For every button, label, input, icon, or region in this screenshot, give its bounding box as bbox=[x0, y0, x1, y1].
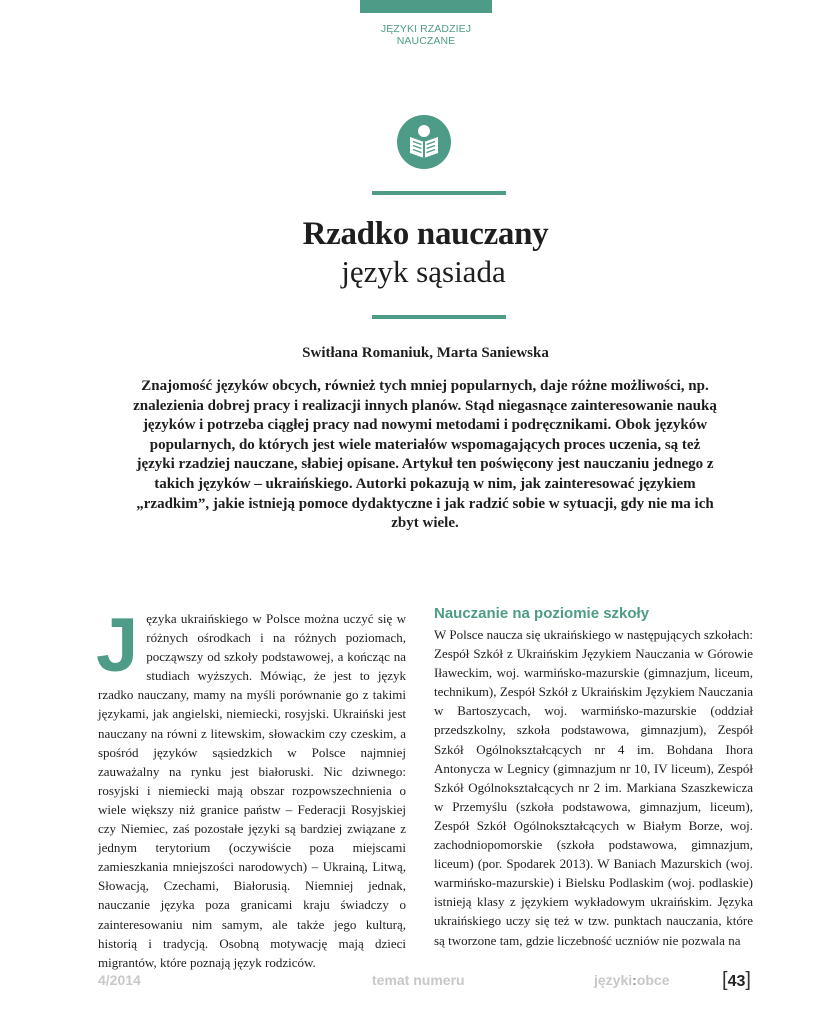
article-authors: Switłana Romaniuk, Marta Saniewska bbox=[302, 345, 549, 361]
section-tab bbox=[360, 0, 492, 52]
page-bracket-open: [ bbox=[722, 969, 728, 991]
footer-issue: 4/2014 bbox=[98, 972, 141, 988]
article-title: Rzadko nauczany bbox=[302, 216, 549, 252]
left-column bbox=[96, 603, 406, 972]
reading-person-icon bbox=[397, 115, 451, 169]
footer-page bbox=[722, 970, 751, 992]
title-top-rule bbox=[372, 191, 506, 195]
section-tab-label: JĘZYKI RZADZIEJ NAUCZANE bbox=[380, 23, 472, 47]
footer-section: temat numeru bbox=[372, 972, 465, 988]
page-bracket-close: ] bbox=[745, 969, 751, 991]
article-lead: Znajomość języków obcych, również tych mniej popularnych, daje różne możliwości, np. znalezienia dobrej pracy i realizacji innych planów. Stąd niegasnące zainteresowanie nauką języków i potrzeba ciągłej pracy nad nowymi metodami i podręcznikami. Obok języków popularnych, do których jest wiele materiałów wspomagających proces uczenia, są też języki rzadziej nauczane, słabiej opisane. Artykuł ten poświęcony jest nauczaniu jednego z takich języków – ukraińskiego. Autorki pokazują w nim, jak zainteresować językiem „rzadkim”, jakie istnieją pomoce dydaktyczne i jak radzić sobie w sytuacji, gdy nie ma ich zbyt wiele. bbox=[133, 378, 717, 532]
article-subtitle: język sąsiada bbox=[341, 254, 506, 289]
section-heading: Nauczanie na poziomie szkoły bbox=[434, 605, 650, 622]
footer-magazine-separator: : bbox=[632, 972, 637, 988]
footer-magazine-right: obce bbox=[636, 972, 670, 988]
footer-magazine-left: języki bbox=[594, 972, 633, 988]
page-number: 43 bbox=[727, 973, 746, 990]
footer-magazine bbox=[594, 970, 670, 990]
left-column-text: ęzyka ukraińskiego w Polsce można uczyć się w różnych ośrodkach i na różnych poziomach, począwszy od szkoły podstawowej, a kończąc na studiach wyższych. Mówiąc, że jest to język rzadko nauczany, mamy na myśli porównanie go z takimi językami, jak angielski, niemiecki, rosyjski. Ukraiński jest nauczany na równi z litewskim, słowackim czy czeskim, a spośród języków sąsiedzkich w Polsce najmniej zauważalny na rynku jest białoruski. Nic dziwnego: rosyjski i niemiecki mają obszar rozpowszechnienia o wiele większy niż granice państw – Federacji Rosyjskiej czy Niemiec, zaś pozostałe języki są bardziej związane z jednym terytorium (oczywiście poza miejscami zamieszkania mniejszości narodowych) – Ukrainą, Litwą, Słowacją, Czechami, Białorusią. Niemniej jednak, nauczanie języka poza granicami kraju świadczy o zainteresowaniu nim samym, ale także jego kulturą, historią i tradycją. Osobną motywację mają dzieci migrantów, które poznają język rodziców. bbox=[98, 611, 406, 970]
right-column-text: W Polsce naucza się ukraińskiego w następujących szkołach: Zespół Szkół z Ukraińskim Językiem Nauczania w Górowie Iławeckim, woj. warmińsko-mazurskie (gimnazjum, liceum, technikum), Zespół Szkół z Ukraińskim Językiem Nauczania w Bartoszycach, woj. warmińsko-mazurskie (oddział przedszkolny, szkoła podstawowa, gimnazjum), Zespół Szkół Ogólnokształcących nr 4 im. Bohdana Ihora Antonycza w Legnicy (gimnazjum nr 10, IV liceum), Zespół Szkół Ogólnokształcących nr 2 im. Markiana Szaszkewicza w Przemyślu (szkoła podstawowa, gimnazjum, liceum), Zespół Szkół Ogólnokształcących w Białym Borze, woj. zachodniopomorskie (szkoła podstawowa, gimnazjum, liceum) (por. Spodarek 2013). W Baniach Mazurskich (woj. warmińsko-mazurskie) i Bielsku Podlaskim (woj. podlaskie) istnieją klasy z językiem wykładowym ukraińskim. Języka ukraińskiego uczy się też w tzw. punktach nauczania, które są tworzone tam, gdzie liczebność uczniów nie pozwala na bbox=[434, 627, 753, 948]
section-tab-bar bbox=[360, 0, 492, 13]
title-bottom-rule bbox=[372, 315, 506, 319]
drop-cap: J bbox=[96, 603, 139, 688]
